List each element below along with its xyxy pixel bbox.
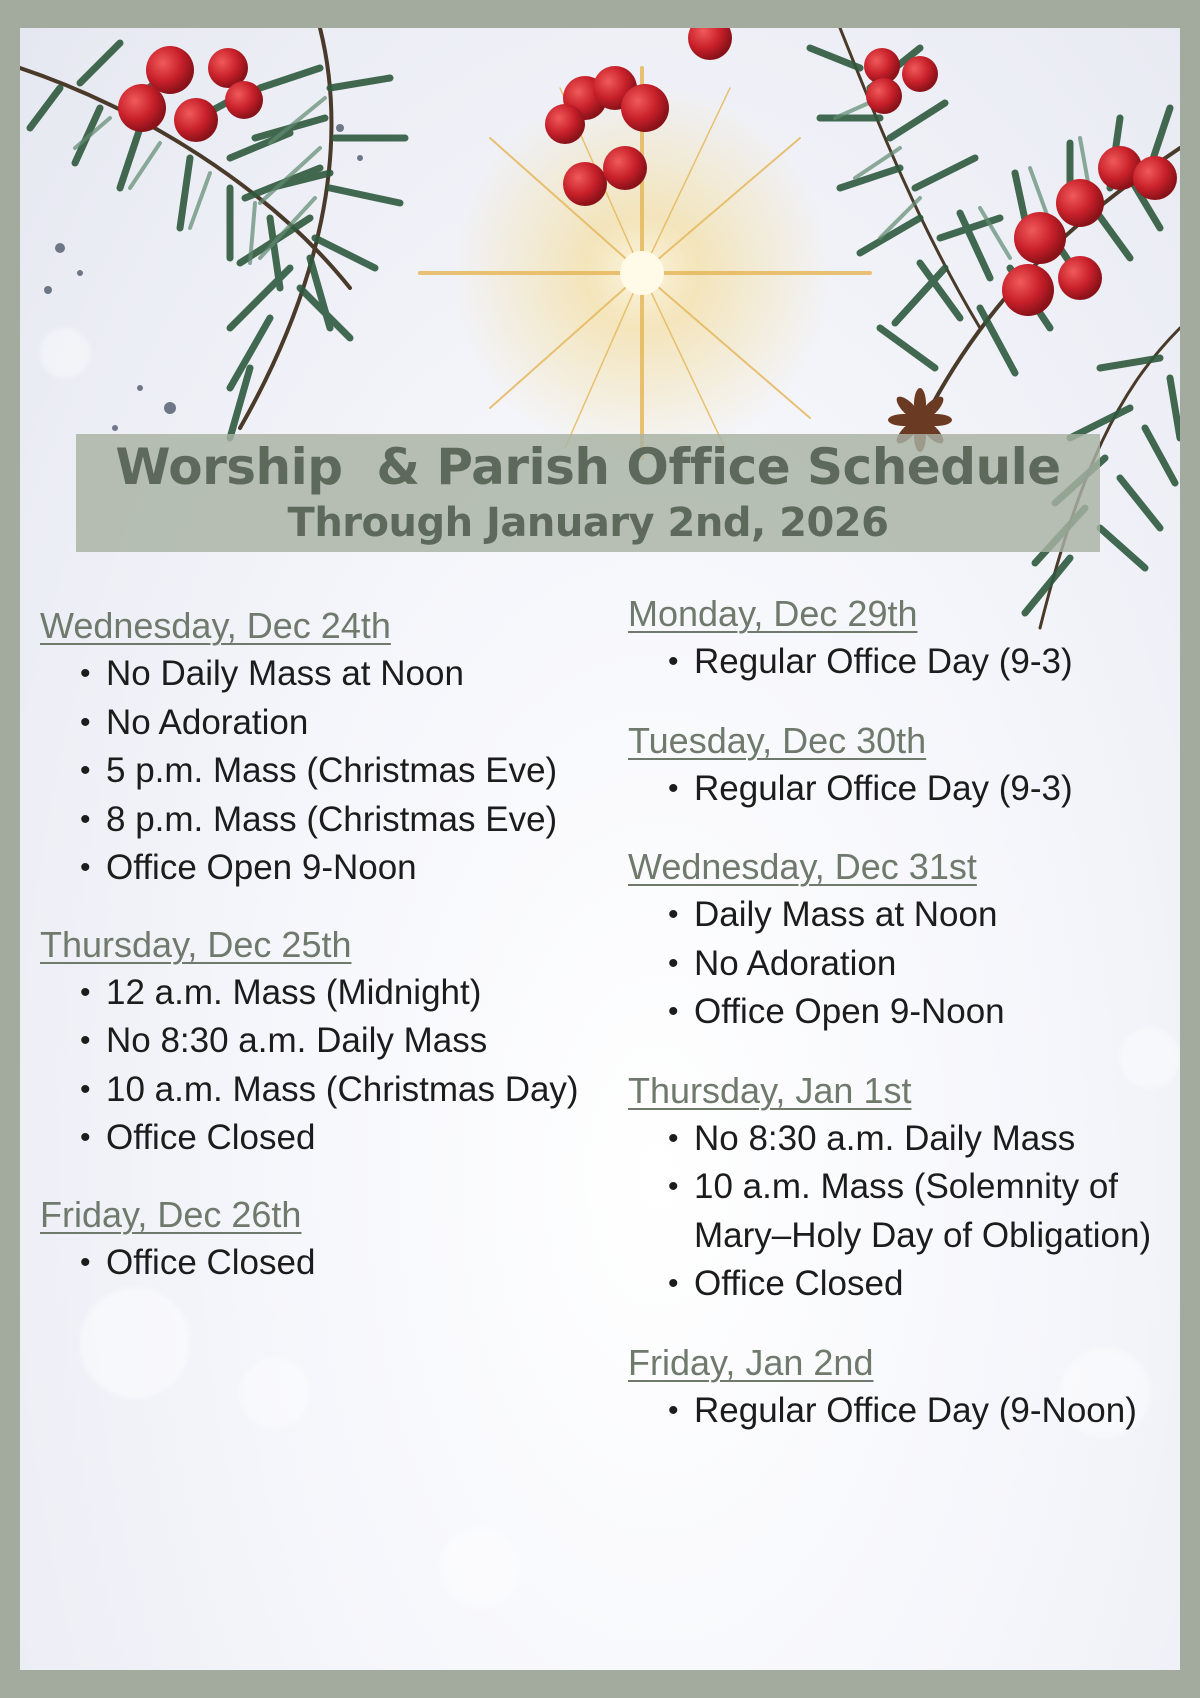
schedule-item: • Office Closed [694, 1260, 1176, 1309]
page-title [76, 438, 1100, 550]
schedule-item: • No 8:30 a.m. Daily Mass [694, 1115, 1176, 1164]
day-heading: Tuesday, Dec 30th [628, 719, 927, 761]
schedule-item: • 12 a.m. Mass (Midnight) [106, 969, 600, 1018]
title-main: Worship & Parish Office Schedule [115, 438, 1061, 496]
schedule-item: • Office Open 9-Noon [694, 988, 1176, 1037]
day-items [628, 1387, 1176, 1436]
bokeh-light [80, 1288, 190, 1398]
day-heading: Thursday, Dec 25th [40, 923, 352, 965]
day-heading: Monday, Dec 29th [628, 593, 918, 634]
schedule-item: • Office Closed [106, 1114, 600, 1163]
day-items [628, 1115, 1176, 1309]
day-items [628, 638, 1176, 687]
day-section [628, 590, 1176, 687]
day-heading: Friday, Jan 2nd [628, 1341, 874, 1383]
schedule-item: • Regular Office Day (9-3) [694, 638, 1176, 687]
day-section [628, 1067, 1176, 1309]
schedule-item: • 8 p.m. Mass (Christmas Eve) [106, 796, 600, 845]
pine-star-illustration [20, 28, 1180, 668]
day-items [40, 650, 600, 893]
schedule-item: • Regular Office Day (9-3) [694, 765, 1176, 814]
bokeh-light [440, 1528, 520, 1608]
schedule-item: • Office Closed [106, 1239, 600, 1288]
schedule-item: • No Adoration [694, 940, 1176, 989]
title-subtitle: Through January 2nd, 2026 [287, 500, 889, 546]
day-items [628, 765, 1176, 814]
day-items [40, 969, 600, 1163]
schedule-column-right [628, 590, 1176, 1435]
schedule-item: • Daily Mass at Noon [694, 891, 1176, 940]
schedule-column-left [40, 602, 600, 1287]
day-section [628, 717, 1176, 814]
schedule-item: • Regular Office Day (9-Noon) [694, 1387, 1176, 1436]
day-section [628, 843, 1176, 1037]
schedule-item: • 5 p.m. Mass (Christmas Eve) [106, 747, 600, 796]
day-heading: Wednesday, Dec 31st [628, 846, 977, 887]
day-section [628, 1339, 1176, 1436]
day-heading: Friday, Dec 26th [40, 1193, 302, 1235]
day-heading: Wednesday, Dec 24th [40, 605, 391, 646]
day-items [40, 1239, 600, 1288]
schedule-item: • 10 a.m. Mass (Christmas Day) [106, 1066, 600, 1115]
day-heading: Thursday, Jan 1st [628, 1069, 912, 1111]
bokeh-light [240, 1358, 310, 1428]
schedule-item: • No Daily Mass at Noon [106, 650, 600, 699]
day-section [40, 602, 600, 893]
schedule-item: • 10 a.m. Mass (Solemnity of Mary–Holy Day of Obligation) [694, 1163, 1176, 1260]
schedule-item: • No Adoration [106, 699, 600, 748]
schedule-item: • No 8:30 a.m. Daily Mass [106, 1017, 600, 1066]
day-items [628, 891, 1176, 1037]
day-section [40, 921, 600, 1163]
schedule-flyer [20, 28, 1180, 1670]
schedule-item: • Office Open 9-Noon [106, 844, 600, 893]
day-section [40, 1191, 600, 1288]
